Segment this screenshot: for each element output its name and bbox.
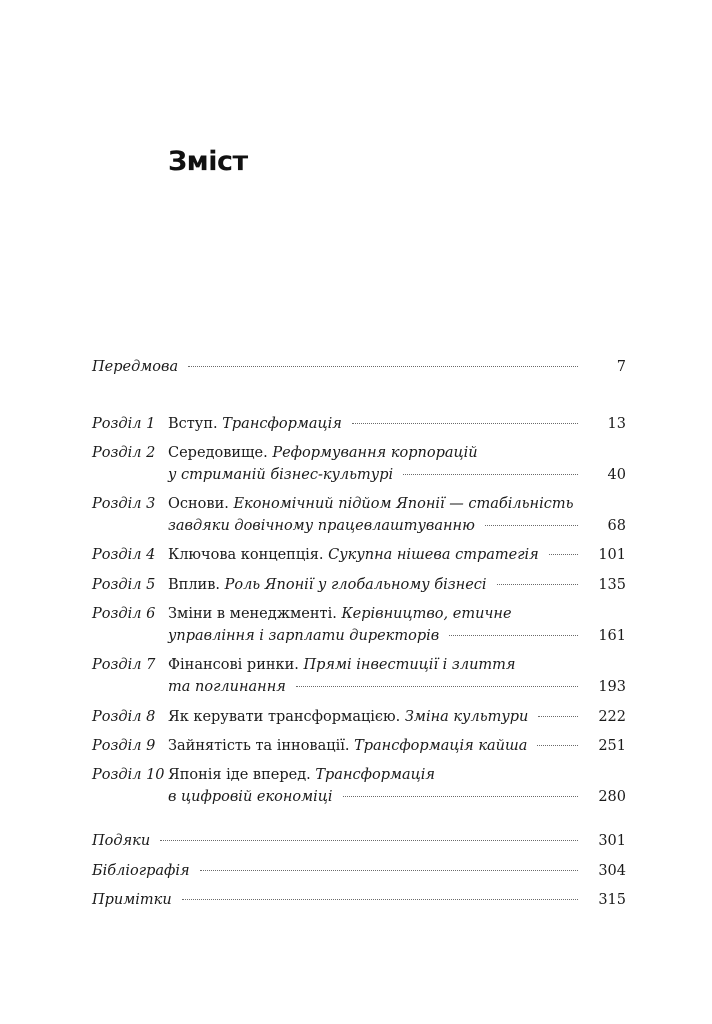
chapter-title-line xyxy=(168,496,578,512)
chapter-heading: Вступ. xyxy=(168,416,218,432)
dot-leader xyxy=(497,584,578,585)
dot-leader xyxy=(449,635,578,636)
chapter-label: Розділ 3 xyxy=(92,496,156,512)
chapter-title-line xyxy=(168,467,578,483)
chapter-heading: Японія іде вперед. xyxy=(168,767,311,783)
dot-leader xyxy=(160,840,578,841)
chapter-label: Розділ 10 xyxy=(92,767,165,783)
dot-leader xyxy=(352,423,578,424)
chapter-title-line xyxy=(168,738,578,754)
chapter-subtitle: Трансформація xyxy=(222,416,342,432)
toc-line xyxy=(92,863,578,879)
page-title: Зміст xyxy=(168,146,248,177)
page-number: 251 xyxy=(598,738,626,754)
chapter-subtitle: Економічний підйом Японії — стабільність xyxy=(233,496,574,512)
chapter-label: Розділ 2 xyxy=(92,445,156,461)
dot-leader xyxy=(182,899,578,900)
chapter-subtitle: Зміна культури xyxy=(404,709,529,725)
dot-leader xyxy=(343,796,578,797)
chapter-label: Розділ 7 xyxy=(92,657,156,673)
dot-leader xyxy=(537,745,578,746)
chapter-subtitle: та поглинання xyxy=(168,679,286,695)
chapter-title-line xyxy=(168,416,578,432)
toc-label: Бібліографія xyxy=(92,863,190,879)
dot-leader xyxy=(188,366,578,367)
chapter-subtitle: у стриманій бізнес-культурі xyxy=(168,467,394,483)
toc-line xyxy=(92,359,578,375)
chapter-subtitle: в цифровій економіці xyxy=(168,789,333,805)
chapter-title-line xyxy=(168,767,578,783)
chapter-label: Розділ 4 xyxy=(92,547,156,563)
dot-leader xyxy=(403,474,578,475)
chapter-subtitle: Трансформація xyxy=(315,767,435,783)
dot-leader xyxy=(485,525,578,526)
page-number: 13 xyxy=(607,416,626,432)
chapter-heading: Зайнятість та інновації. xyxy=(168,738,350,754)
chapter-heading: Зміни в менеджменті. xyxy=(168,606,337,622)
chapter-title-line xyxy=(168,518,578,534)
chapter-subtitle: Реформування корпорацій xyxy=(272,445,478,461)
chapter-title-line xyxy=(168,789,578,805)
page-number: 304 xyxy=(598,863,626,879)
page-number: 315 xyxy=(598,892,626,908)
dot-leader xyxy=(538,716,578,717)
page-number: 301 xyxy=(598,833,626,849)
chapter-subtitle: Прямі інвестиції і злиття xyxy=(303,657,516,673)
chapter-subtitle: завдяки довічному працевлаштуванню xyxy=(168,518,475,534)
chapter-title-line xyxy=(168,679,578,695)
chapter-subtitle: Сукупна нішева стратегія xyxy=(328,547,539,563)
page-number: 101 xyxy=(598,547,626,563)
page-number: 68 xyxy=(607,518,626,534)
toc-line xyxy=(92,833,578,849)
page-number: 222 xyxy=(598,709,626,725)
chapter-heading: Як керувати трансформацією. xyxy=(168,709,401,725)
chapter-heading: Середовище. xyxy=(168,445,268,461)
page-number: 280 xyxy=(598,789,626,805)
toc-line xyxy=(92,892,578,908)
chapter-subtitle: Роль Японії у глобальному бізнесі xyxy=(224,577,487,593)
chapter-title-line xyxy=(168,657,578,673)
chapter-title-line xyxy=(168,628,578,644)
toc-label: Подяки xyxy=(92,833,151,849)
chapter-title-line xyxy=(168,606,578,622)
chapter-heading: Ключова концепція. xyxy=(168,547,324,563)
chapter-label: Розділ 1 xyxy=(92,416,156,432)
page-number: 135 xyxy=(598,577,626,593)
page-number: 161 xyxy=(598,628,626,644)
dot-leader xyxy=(296,686,578,687)
chapter-subtitle: Керівництво, етичне xyxy=(341,606,512,622)
chapter-subtitle: Трансформація кайша xyxy=(354,738,528,754)
chapter-label: Розділ 8 xyxy=(92,709,156,725)
chapter-label: Розділ 9 xyxy=(92,738,156,754)
dot-leader xyxy=(549,554,578,555)
chapter-label: Розділ 6 xyxy=(92,606,156,622)
chapter-title-line xyxy=(168,445,578,461)
chapter-label: Розділ 5 xyxy=(92,577,156,593)
toc-label: Примітки xyxy=(92,892,172,908)
chapter-heading: Основи. xyxy=(168,496,229,512)
page-number: 40 xyxy=(607,467,626,483)
chapter-subtitle: управління і зарплати директорів xyxy=(168,628,440,644)
page-number: 193 xyxy=(598,679,626,695)
chapter-title-line xyxy=(168,577,578,593)
toc-label: Передмова xyxy=(92,359,179,375)
chapter-title-line xyxy=(168,547,578,563)
chapter-heading: Вплив. xyxy=(168,577,220,593)
chapter-title-line xyxy=(168,709,578,725)
dot-leader xyxy=(200,870,578,871)
chapter-heading: Фінансові ринки. xyxy=(168,657,299,673)
page-number: 7 xyxy=(616,359,626,375)
